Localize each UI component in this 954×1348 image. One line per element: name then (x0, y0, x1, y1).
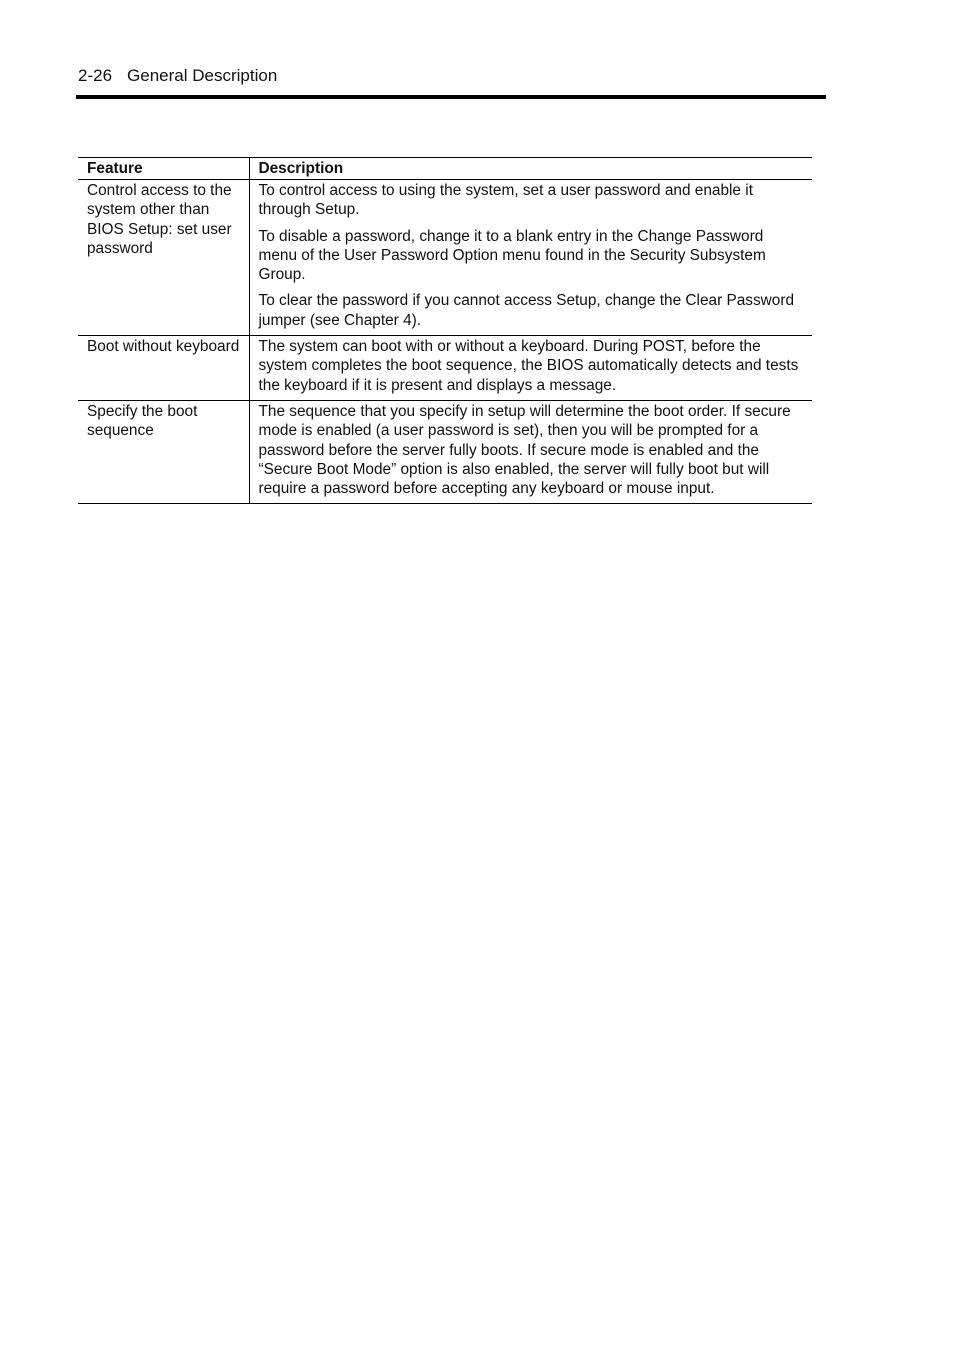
description-paragraph: To control access to using the system, set a user password and enable it through Setup. (258, 182, 753, 219)
description-paragraph: The system can boot with or without a keyboard. During POST, before the system completes the boot sequence, the BIOS automatically detects and tests the keyboard if it is present and displays a message. (258, 338, 799, 394)
description-cell (249, 180, 812, 336)
table-row (78, 400, 812, 503)
feature-cell: Control access to the system other than BIOS Setup: set user password (78, 180, 249, 336)
column-header-feature: Feature (78, 158, 249, 180)
description-paragraph: To disable a password, change it to a blank entry in the Change Password menu of the User Password Option menu found in the Security Subsystem Group. (258, 227, 766, 284)
description-cell (249, 336, 812, 401)
description-paragraph: To clear the password if you cannot access Setup, change the Clear Password jumper (see Chapter 4). (258, 292, 795, 329)
description-paragraph: The sequence that you specify in setup will determine the boot order. If secure mode is enabled (a user password is set), then you will be prompted for a password before the server fully boots. If secure mode is enabled and the “Secure Boot Mode” option is also enabled, the server will fully boot but will require a password before accepting any keyboard or mouse input. (258, 402, 791, 498)
table-header-row (78, 158, 812, 180)
table-row (78, 180, 812, 336)
page-number: 2-26 (78, 66, 113, 85)
description-cell (249, 400, 812, 503)
feature-cell: Boot without keyboard (78, 336, 249, 401)
page-header (78, 66, 277, 86)
section-title: General Description (127, 66, 278, 85)
header-rule (76, 95, 826, 99)
feature-cell: Specify the boot sequence (78, 400, 249, 503)
table-row (78, 336, 812, 401)
feature-table (78, 157, 812, 504)
column-header-description: Description (249, 158, 812, 180)
